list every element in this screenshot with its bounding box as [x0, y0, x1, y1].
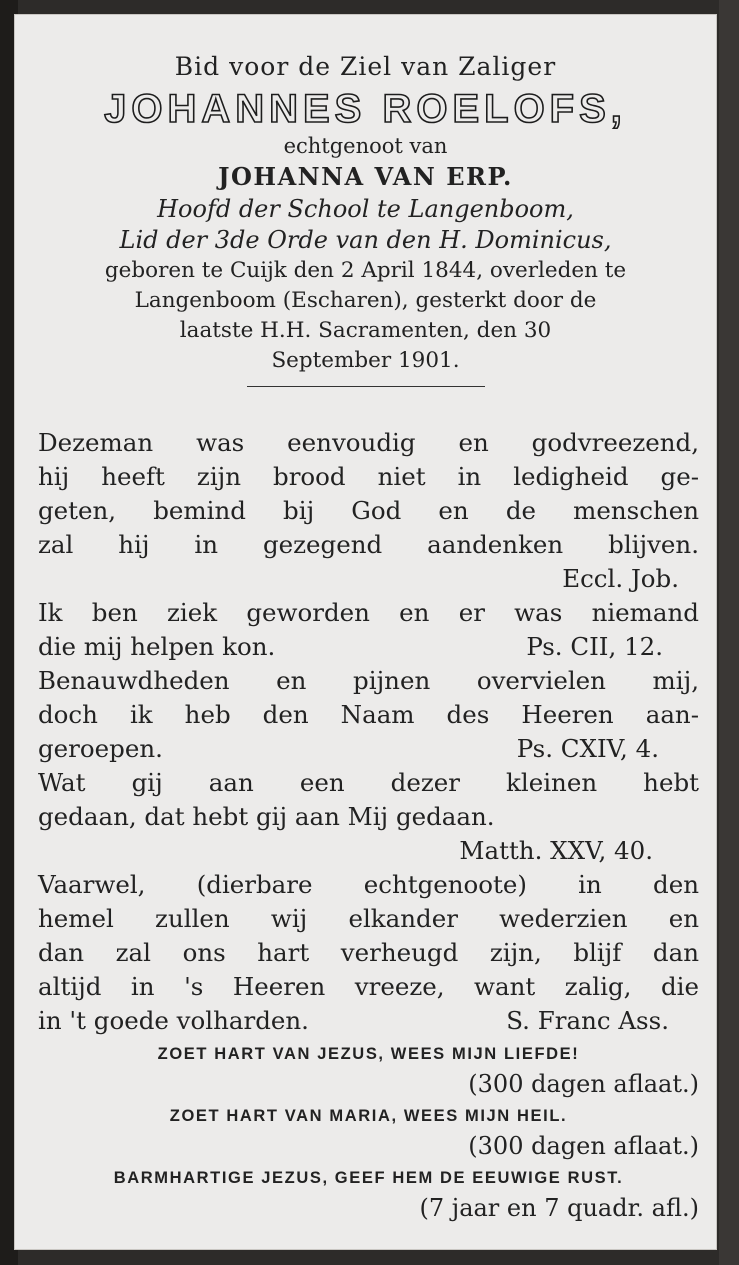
- verse-line: [38, 732, 699, 766]
- bio-line: September 1901.: [271, 348, 460, 373]
- verse-line: hemel zullen wij elkander wederzien en: [38, 904, 699, 933]
- verse-reference: Ps. CXIV, 4.: [516, 734, 659, 763]
- verse-line: geten, bemind bij God en de menschen: [38, 496, 699, 525]
- verse-reference: Ps. CII, 12.: [526, 632, 663, 661]
- prayer-invocation: ZOET HART VAN JEZUS, WEES MIJN LIEFDE!: [157, 1045, 580, 1063]
- prayer-intro: Bid voor de Ziel van Zaliger: [174, 52, 557, 81]
- role-headmaster: Hoofd der School te Langenboom,: [157, 195, 574, 223]
- deceased-name: JOHANNES ROELOFS,: [104, 87, 627, 131]
- verse-reference: S. Franc Ass.: [506, 1006, 669, 1035]
- photo-edge-right: [719, 0, 739, 1265]
- verse-text: in 't goede volharden.: [38, 1006, 309, 1035]
- indulgence-note: (300 dagen aflaat.): [468, 1070, 699, 1098]
- role-dominican: Lid der 3de Orde van den H. Dominicus,: [119, 226, 612, 254]
- prayer-invocation: BARMHARTIGE JEZUS, GEEF HEM DE EEUWIGE RUST.: [113, 1169, 624, 1187]
- verse-reference: Matth. XXV, 40.: [459, 836, 653, 865]
- verse-line: Wat gij aan een dezer kleinen hebt: [38, 768, 699, 797]
- indulgence-note: (300 dagen aflaat.): [468, 1132, 699, 1160]
- verse-line: doch ik heb den Naam des Heeren aan-: [38, 700, 699, 729]
- verse-line: Benauwdheden en pijnen overvielen mij,: [38, 666, 699, 695]
- verse-reference: Eccl. Job.: [562, 564, 679, 593]
- card-header: [14, 50, 717, 387]
- verse-line: Vaarwel, (dierbare echtgenoote) in den: [38, 870, 699, 899]
- verse-line: dan zal ons hart verheugd zijn, blijf dan: [38, 938, 699, 967]
- verse-line: Dezeman was eenvoudig en godvreezend,: [38, 428, 699, 457]
- verse-line: [38, 1004, 699, 1038]
- verse-line: [38, 630, 699, 664]
- indulgence-note: (7 jaar en 7 quadr. afl.): [419, 1194, 699, 1222]
- memorial-card: [14, 14, 717, 1250]
- divider: [247, 386, 485, 387]
- verse-line: Ik ben ziek geworden en er was niemand: [38, 598, 699, 627]
- prayer-invocation: ZOET HART VAN MARIA, WEES MIJN HEIL.: [169, 1107, 568, 1125]
- verse-text: geroepen.: [38, 734, 163, 763]
- bio-line: Langenboom (Escharen), gesterkt door de: [134, 288, 597, 313]
- verse-text: die mij helpen kon.: [38, 632, 276, 661]
- verse-line: altijd in 's Heeren vreeze, want zalig, die: [38, 972, 699, 1001]
- verse-line: gedaan, dat hebt gij aan Mij gedaan.: [38, 802, 495, 831]
- spouse-name: JOHANNA VAN ERP.: [218, 162, 513, 191]
- bio-line: geboren te Cuijk den 2 April 1844, overleden te: [104, 258, 627, 283]
- bio-line: laatste H.H. Sacramenten, den 30: [179, 318, 552, 343]
- spouse-intro: echtgenoot van: [283, 134, 448, 158]
- verse-line: hij heeft zijn brood niet in ledigheid ge-: [38, 462, 699, 491]
- verses: [38, 426, 699, 1224]
- verse-line: zal hij in gezegend aandenken blijven.: [38, 530, 699, 559]
